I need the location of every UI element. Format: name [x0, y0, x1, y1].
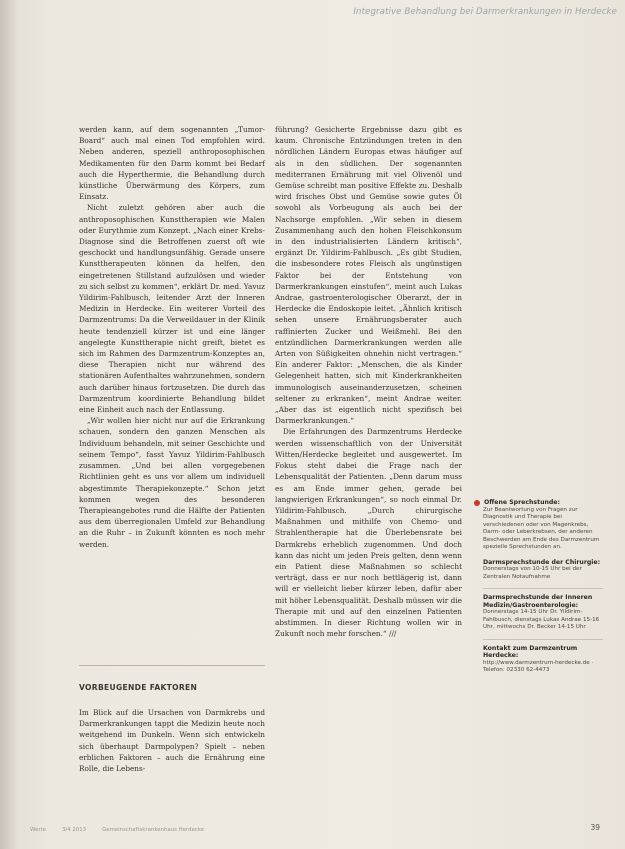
sidebar-divider: [483, 588, 603, 589]
paragraph: Nicht zuletzt gehören aber auch die anthroposophischen Kunsttherapien wie Malen oder Eurythmie zum Konzept. „Nach einer Krebs-Diagnose sind die Betroffenen zuerst oft wie geschockt und handlungsunfähig. Gerade unsere Kunsttherapeuten können da helfen, den eingetretenen Stillstand aufzulösen und wieder zu sich selbst zu kommen“, erklärt Dr. med. Yavuz Yildirim-Fahlbusch, leitender Arzt der Inneren Medizin in Herdecke. Ein weiterer Vorteil des Darmzentrums: Da die Verweildauer in der Klinik heute tendenziell kürzer ist und eine länger angelegte Kunsttherapie nicht greift, bietet es sich im Rahmen des Darmzentrum-Konzeptes an, diese Therapien nicht nur während des stationären Aufenthaltes wahrzunehmen, sondern auch darüber hinaus fortzusetzen. Die durch das Darmzentrum koordinierte Behandlung bildet eine Einheit auch nach der Entlassung.: [79, 203, 265, 415]
footer-magazine: Werte: [30, 827, 46, 833]
sidebar-heading: Darmsprechstunde der Inneren Medizin/Gastroenterologie:: [483, 594, 593, 609]
sidebar-heading-text: Offene Sprechstunde:: [484, 499, 560, 506]
page-footer: [30, 827, 204, 833]
sidebar-text: Zur Beantwortung von Fragen zur Diagnostik und Therapie bei verschiedenen oder von Magenkrebs, Darm- oder Leberkrebsen, der anderen Beschwerden am Ende des Darmzentrum spezielle Sprechstunden an.: [483, 506, 600, 550]
footer-publisher: Gemeinschaftskrankenhaus Herdecke: [102, 827, 205, 833]
sidebar-heading: Kontakt zum Darmzentrum Herdecke:: [483, 644, 578, 659]
paragraph: führung? Gesicherte Ergebnisse dazu gibt es kaum. Chronische Entzündungen treten in den nördlichen Ländern Europas etwas häufiger auf als in den südlichen. Der sogenannten mediterranen Ernährung mit viel Olivenöl und Gemüse schreibt man positive Effekte zu. Deshalb wird frisches Obst und Gemüse sowie gutes Öl sowohl als Vorbeugung als auch bei der Nachsorge empfohlen. „Wir sehen in diesem Zusammenhang auch den hohen Fleischkonsum in den industrialisierten Ländern kritisch“, ergänzt Dr. Yildirim-Fahlbusch. „Es gibt Studien, die insbesondere rotes Fleisch als ungünstigen Faktor bei der Entstehung von Darmerkrankungen einstufen“, meint auch Lukas Andrae, gastroenterologischer Oberarzt, der in Herdecke die Endoskopie leitet. „Ähnlich kritisch sehen unsere Ernährungsberater auch raffinierten Zucker und Weißmehl. Bei den entzündlichen Darmerkrankungen werden alle Arten von Süßigkeiten ohnehin nicht vertragen.“ Ein anderer Faktor: „Menschen, die als Kinder Gelegenheit hatten, sich mit Kinderkrankheiten immunologisch auseinanderzusetzen, scheinen seltener zu erkranken“, meint Andrae weiter. „Aber das ist eigentlich nicht spezifisch bei Darmerkrankungen.“: [275, 125, 462, 426]
sidebar-text: Donnerstags von 10-15 Uhr bei der Zentralen Notaufnahme: [483, 566, 582, 580]
sidebar-block-internal-medicine: [483, 594, 603, 632]
sidebar-heading: Darmsprechstunde der Chirurgie:: [483, 558, 601, 566]
paragraph: „Wir wollen hier nicht nur auf die Erkrankung schauen, sondern den ganzen Menschen als Individuum behandeln, mit seiner Geschichte und seinem Tempo“, fasst Yavuz Yildirim-Fahlbusch zusammen. „Und bei allen vorgegebenen Richtlinien geht es uns vor allem um individuell abgestimmte Therapiekonzepte.“ Schon jetzt kommen wegen des besonderen Therapieangebotes rund die Hälfte der Patienten aus dem überregionalen Umfeld zur Behandlung an die Ruhr – in Zukunft könnten es noch mehr werden.: [79, 416, 265, 549]
page-number: 39: [590, 823, 600, 832]
red-bullet-icon: [474, 500, 480, 506]
paragraph: Im Blick auf die Ursachen von Darmkrebs und Darmerkrankungen tappt die Medizin heute noch weitgehend im Dunkeln. Wenn sich entwickeln sich überhaupt Darmpolypen? Spielt – neben erblichen Faktoren – auch die Ernährung eine Rolle, die Lebens-: [79, 708, 265, 774]
section-heading: VORBEUGENDE FAKTOREN: [79, 683, 198, 692]
paragraph: Die Erfahrungen des Darmzentrums Herdecke werden wissenschaftlich von der Universität Witten/Herdecke begleitet und ausgewertet. Im Fokus steht dabei die Frage nach der Lebensqualität der Patienten. „Denn darum muss es am Ende immer gehen, gerade bei langwierigen Erkrankungen“, so noch einmal Dr. Yildirim-Fahlbusch. „Durch chirurgische Maßnahmen und mithilfe von Chemo- und Strahlentherapie hat die Überlebensrate bei Darmkrebs erheblich zugenommen. Und doch kann das nicht um jeden Preis gelten, denn wenn ein Patient diese Maßnahmen so schlecht verträgt, dass er nur noch bettlägerig ist, dann will er vielleicht lieber kürzer leben, dafür aber mit höher Lebensqualität. Deshalb müssen wir die Therapie mit und auf den einzelnen Patienten abstimmen. In dieser Richtung wollen wir in Zukunft noch mehr forschen.“ ///: [275, 427, 462, 639]
running-header: Integrative Behandlung bei Darmerkrankungen in Herdecke: [353, 7, 617, 17]
section-divider: [79, 665, 265, 666]
sidebar-text: Donnerstags 14-15 Uhr Dr. Yildirim-Fahlbusch, dienstags Lukas Andrae 15-16 Uhr, mittwochs Dr. Becker 14-15 Uhr: [483, 609, 600, 630]
info-sidebar: [483, 499, 603, 682]
sidebar-text: http://www.darmzentrum-herdecke.de · Telefon: 02330 62-4473: [483, 659, 594, 673]
text-column-left: [79, 124, 265, 550]
text-column-middle: [275, 124, 462, 639]
binding-shadow: [0, 0, 18, 849]
paragraph: werden kann, auf dem sogenannten „Tumor-Board“ auch mal einen Tod empfohlen wird. Neben anderen, speziell anthroposophischen Medikamenten für den Darm kommt bei Bedarf auch die Hyperthermie, die Behandlung durch künstliche Überwärmung des Körpers, zum Einsatz.: [79, 125, 265, 202]
sidebar-block-surgery: [483, 559, 603, 582]
text-column-left-lower: [79, 707, 265, 774]
sidebar-heading: [483, 499, 603, 507]
sidebar-divider: [483, 639, 603, 640]
sidebar-block-contact: [483, 645, 603, 675]
footer-issue: 3/4 2013: [61, 827, 87, 833]
sidebar-block-open-consultation: [483, 499, 603, 552]
